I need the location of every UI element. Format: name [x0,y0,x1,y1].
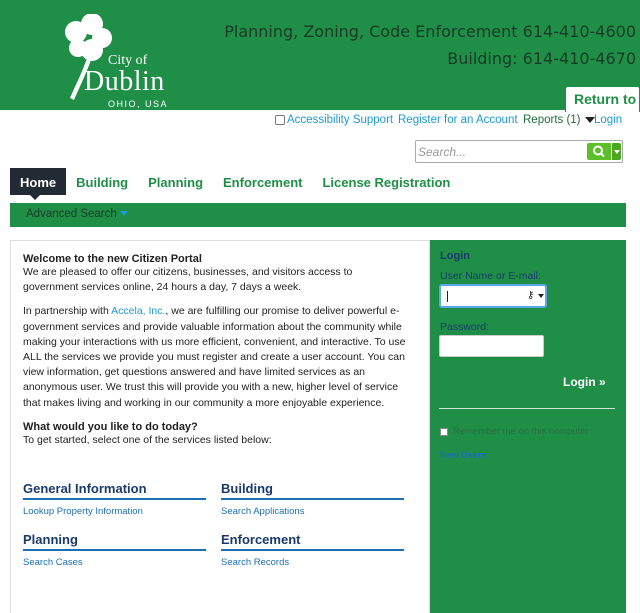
password-label: Password: [440,321,490,333]
welcome-intro: We are pleased to offer our citizens, businesses, and visitors access to government services online, 24 hours a day, 7 days a week. [23,266,353,294]
text-caret [447,291,448,302]
global-search [415,140,623,163]
planning-phone: Planning, Zoning, Code Enforcement 614-410-4600 [224,22,636,41]
advanced-search-bar [10,203,626,227]
caret-down-icon [120,211,128,216]
accessibility-checkbox[interactable] [275,115,285,125]
service-heading: Planning [23,532,206,551]
accela-link[interactable]: Accela, Inc. [111,305,166,318]
tab-planning[interactable]: Planning [148,175,204,190]
logo-state-text: OHIO, USA [108,99,169,109]
username-label: User Name or E-mail: [440,270,541,282]
search-icon [587,143,611,160]
remember-me[interactable] [440,426,589,437]
remember-label: Remember me on this computer [453,426,589,437]
tab-home[interactable]: Home [10,168,66,195]
service-building [221,481,404,517]
top-links [0,114,640,130]
welcome-body [23,304,408,410]
service-enforcement [221,532,404,568]
reports-label: Reports (1) [523,114,581,126]
service-link[interactable]: Search Cases [23,557,83,568]
advanced-search-link[interactable] [26,208,128,220]
username-input[interactable] [439,284,547,308]
service-general-information [23,481,206,517]
search-options-dropdown[interactable] [612,143,621,160]
service-heading: Enforcement [221,532,404,551]
advanced-search-label: Advanced Search [26,208,117,220]
login-link[interactable]: Login [594,114,623,126]
return-to-tab[interactable]: Return to [565,86,640,112]
login-button[interactable]: Login » [563,375,606,389]
welcome-instruction: To get started, select one of the services listed below: [23,433,272,446]
service-heading: General Information [23,481,206,500]
service-link[interactable]: Search Applications [221,506,305,517]
login-panel [430,240,626,613]
tab-building[interactable]: Building [76,175,129,190]
logo-city-text: City of [108,53,148,68]
divider [439,408,615,409]
key-icon: ⚷ [527,290,535,301]
building-phone: Building: 614-410-4670 [447,49,636,68]
reports-menu[interactable] [523,114,595,126]
chevron-down-icon[interactable] [538,294,544,298]
welcome-title: Welcome to the new Citizen Portal [23,253,202,265]
login-title: Login [440,250,470,262]
service-link[interactable]: Lookup Property Information [23,506,143,517]
main-nav [10,168,460,195]
search-button[interactable] [587,143,611,160]
accessibility-support-toggle[interactable] [275,114,393,126]
welcome-panel [10,240,430,613]
header-banner [0,0,640,110]
remember-checkbox[interactable] [440,428,448,436]
tab-enforcement[interactable]: Enforcement [223,175,303,190]
service-planning [23,532,206,568]
accessibility-label: Accessibility Support [287,114,394,126]
logo-name-text: Dublin [84,66,165,97]
welcome-body-pre: In partnership with [23,305,112,318]
service-heading: Building [221,481,404,500]
welcome-body-post: , we are fulfilling our promise to deliver powerful e-government services and provide valuable information about the community while making your interactions with us more efficient, convenient, and interactive. To use ALL the services we provide you must register and create a user account. You can view information, get questions answered and have limited services as an anonymous user. We trust this will provide you with a new, higher level of service that makes living and working in our community a more enjoyable experience. [23,305,406,409]
password-input[interactable] [439,335,544,357]
new-users-label: New Users: [440,450,490,460]
service-link[interactable]: Search Records [221,557,290,568]
welcome-question: What would you like to do today? [23,420,198,433]
register-link[interactable]: Register for an Account [398,114,518,126]
tab-license-registration[interactable]: License Registration [322,175,451,190]
search-input[interactable] [418,143,578,160]
